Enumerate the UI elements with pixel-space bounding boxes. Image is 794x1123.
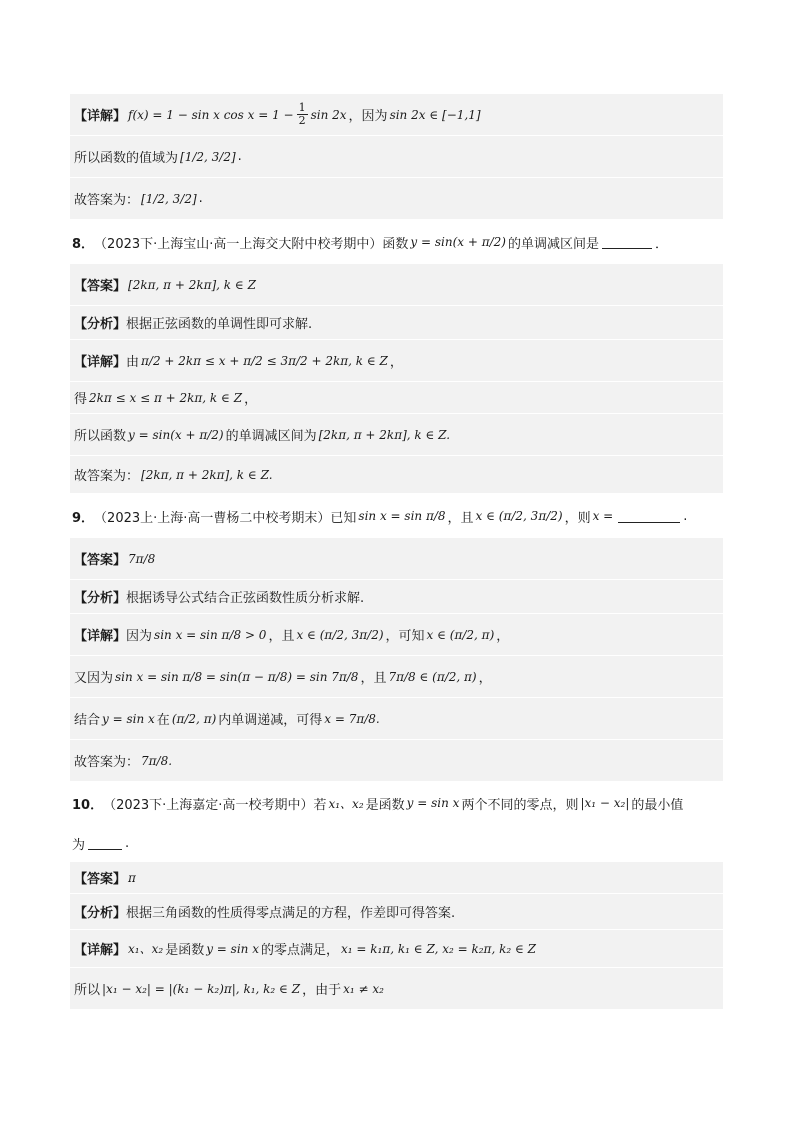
text: ， [389, 355, 403, 370]
text: 若 [313, 797, 327, 813]
final-answer-row [70, 740, 723, 782]
text: 的单调减区间是 [508, 236, 600, 252]
answer-label: 【答案】 [74, 279, 127, 294]
text: ，且 [360, 671, 387, 686]
answer-label: 【答案】 [74, 872, 127, 887]
detail-row [70, 340, 723, 382]
question-10-stem-line2 [70, 824, 723, 862]
fraction: $\frac{1}{2}$ [298, 101, 306, 127]
text: ，因为 [348, 109, 388, 124]
text: 因为 [126, 629, 153, 644]
answer-row [70, 862, 723, 894]
answer-row [70, 178, 723, 220]
text: ， [244, 392, 258, 407]
question-number: 8． [72, 236, 95, 252]
document-page [70, 94, 723, 1010]
text: . [237, 149, 242, 164]
text: 两个不同的零点，则 [461, 797, 579, 813]
text: 所以函数的值域为 [74, 151, 179, 166]
math-expr: y = sin(x + π/2) [410, 235, 506, 249]
detail-row [70, 94, 723, 136]
question-number: 10． [72, 797, 104, 813]
detail-row-3 [70, 698, 723, 740]
analysis-text: 根据正弦函数的单调性即可求解. [126, 317, 313, 332]
detail-row-3 [70, 414, 723, 456]
detail-row-2 [70, 968, 723, 1010]
text: ． [655, 236, 669, 252]
text: 的单调减区间为 [225, 429, 317, 444]
math-expr: [2kπ, π + 2kπ], k ∈ Z. [141, 467, 273, 482]
text: ，则 [564, 510, 591, 526]
text: 的最小值 [631, 797, 684, 813]
math-expr: [2kπ, π + 2kπ], k ∈ Z [128, 277, 256, 292]
math-expr: π [128, 870, 136, 885]
math-expr: sin 2x [310, 107, 347, 122]
math-expr: x ∈ (π/2, 3π/2) [475, 509, 563, 523]
text: 已知 [330, 510, 357, 526]
math-expr: 7π/8 [128, 551, 156, 566]
text: 故答案为： [74, 193, 140, 208]
question-8-stem [70, 220, 723, 264]
final-answer-row [70, 456, 723, 494]
question-source: （2023下·上海宝山·高一上海交大附中校考期中） [94, 236, 383, 252]
text: 所以 [74, 983, 101, 998]
question-number: 9． [72, 510, 95, 526]
text: 结合 [74, 713, 101, 728]
analysis-row [70, 894, 723, 930]
text: ，可知 [385, 629, 425, 644]
analysis-text: 根据诱导公式结合正弦函数性质分析求解. [126, 591, 365, 606]
range-row [70, 136, 723, 178]
math-expr: y = sin x [406, 796, 460, 810]
math-expr: (π/2, π) [171, 711, 217, 726]
math-expr: x = 7π/8. [324, 711, 380, 726]
math-expr: sin x = sin π/8 = sin(π − π/8) = sin 7π/8 [115, 669, 359, 684]
analysis-row [70, 306, 723, 340]
analysis-label: 【分析】 [74, 591, 127, 606]
math-expr: x = [592, 509, 614, 523]
answer-label: 【答案】 [74, 553, 127, 568]
math-expr: sin x = sin π/8 [358, 509, 446, 523]
math-expr: |x₁ − x₂| = |(k₁ − k₂)π|, k₁, k₂ ∈ Z [102, 981, 301, 996]
text: 故答案为： [74, 755, 140, 770]
math-expr: x ∈ (π/2, π) [426, 627, 495, 642]
math-expr: x₁、x₂ [128, 942, 164, 956]
math-expr: sin 2x ∈ [−1,1] [389, 107, 481, 122]
text: 的零点满足， [260, 943, 339, 958]
math-expr: x₁ ≠ x₂ [343, 981, 384, 996]
detail-label: 【详解】 [74, 355, 127, 370]
text: . [198, 191, 203, 206]
question-10-stem [70, 782, 723, 824]
math-expr: 7π/8. [141, 753, 173, 768]
analysis-label: 【分析】 [74, 317, 127, 332]
math-expr: π/2 + 2kπ ≤ x + π/2 ≤ 3π/2 + 2kπ, k ∈ Z [141, 353, 388, 368]
text: ，由于 [302, 983, 342, 998]
detail-row-2 [70, 382, 723, 414]
detail-label: 【详解】 [74, 629, 127, 644]
answer-blank [618, 510, 680, 523]
math-expr: y = sin x [102, 711, 155, 726]
math-expr: [1/2, 3/2] [141, 191, 197, 206]
text: 函数 [382, 236, 409, 252]
detail-row-2 [70, 656, 723, 698]
math-expr: x₁、x₂ [328, 796, 364, 811]
text: 是函数 [365, 797, 405, 813]
question-source: （2023上·上海·高一曹杨二中校考期末） [94, 510, 331, 526]
math-expr: y = sin(x + π/2) [128, 427, 224, 442]
math-expr: f(x) = 1 − sin x cos x = 1 − [128, 107, 294, 122]
text: 在 [156, 713, 170, 728]
math-expr: x ∈ (π/2, 3π/2) [296, 627, 384, 642]
question-9-stem [70, 494, 723, 538]
text: . [683, 508, 688, 524]
text: . [125, 835, 130, 851]
text: 故答案为： [74, 469, 140, 484]
analysis-row [70, 580, 723, 614]
text: 由 [126, 355, 140, 370]
question-source: （2023下·上海嘉定·高一校考期中） [103, 797, 314, 813]
answer-blank [88, 837, 122, 850]
text: ，且 [447, 510, 474, 526]
analysis-text: 根据三角函数的性质得零点满足的方程，作差即可得答案. [126, 906, 456, 921]
answer-blank [602, 236, 652, 249]
answer-row [70, 538, 723, 580]
detail-row [70, 930, 723, 968]
text: 又因为 [74, 671, 114, 686]
text: 得 [74, 392, 88, 407]
text: 内单调递减，可得 [218, 713, 323, 728]
math-expr: y = sin x [206, 941, 259, 956]
math-expr: [2kπ, π + 2kπ], k ∈ Z. [318, 427, 451, 442]
answer-row [70, 264, 723, 306]
math-expr: [1/2, 3/2] [180, 149, 236, 164]
detail-label: 【详解】 [74, 109, 127, 124]
text: 是函数 [165, 943, 205, 958]
text: 为 [72, 837, 86, 853]
detail-row [70, 614, 723, 656]
math-expr: 2kπ ≤ x ≤ π + 2kπ, k ∈ Z [89, 390, 243, 405]
analysis-label: 【分析】 [74, 906, 127, 921]
detail-label: 【详解】 [74, 943, 127, 958]
math-expr: x₁ = k₁π, k₁ ∈ Z, x₂ = k₂π, k₂ ∈ Z [341, 941, 536, 956]
text: 所以函数 [74, 429, 127, 444]
math-expr: sin x = sin π/8 > 0 [154, 627, 267, 642]
math-expr: |x₁ − x₂| [580, 796, 630, 810]
text: ，且 [268, 629, 295, 644]
math-expr: 7π/8 ∈ (π/2, π) [388, 669, 477, 684]
text: ， [478, 671, 492, 686]
text: ， [496, 629, 510, 644]
